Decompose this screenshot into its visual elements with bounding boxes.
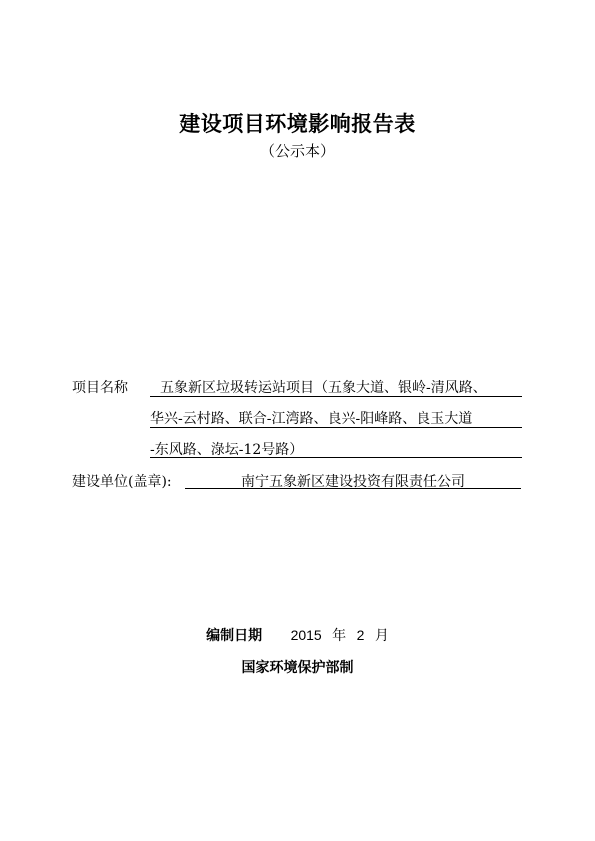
document-subtitle: （公示本） <box>259 142 335 160</box>
project-name-label: 项目名称 <box>72 380 128 396</box>
project-name-underline-2 <box>150 427 522 428</box>
compile-date-year-unit: 年 <box>332 628 347 644</box>
compile-date-month-unit: 月 <box>374 628 389 644</box>
project-name-line-1: 五象新区垃圾转运站项目（五象大道、银岭-清风路、 <box>160 380 487 396</box>
builder-underline <box>185 488 521 489</box>
compile-date <box>0 625 595 645</box>
compile-date-year: 2015 <box>290 627 322 643</box>
issuer: 国家环境保护部制 <box>241 660 354 676</box>
builder-label: 建设单位(盖章): <box>72 474 172 490</box>
document-title: 建设项目环境影响报告表 <box>179 111 416 136</box>
project-name-underline-3 <box>150 457 522 458</box>
builder-value: 南宁五象新区建设投资有限责任公司 <box>241 474 465 490</box>
project-name-line-3: -东风路、淥坛-12号路） <box>150 442 304 458</box>
compile-date-month: 2 <box>356 627 365 643</box>
project-name-underline-1 <box>150 396 522 397</box>
compile-date-label: 编制日期 <box>206 628 263 644</box>
project-name-line-2: 华兴-云村路、联合-江湾路、良兴-阳峰路、良玉大道 <box>150 411 473 427</box>
